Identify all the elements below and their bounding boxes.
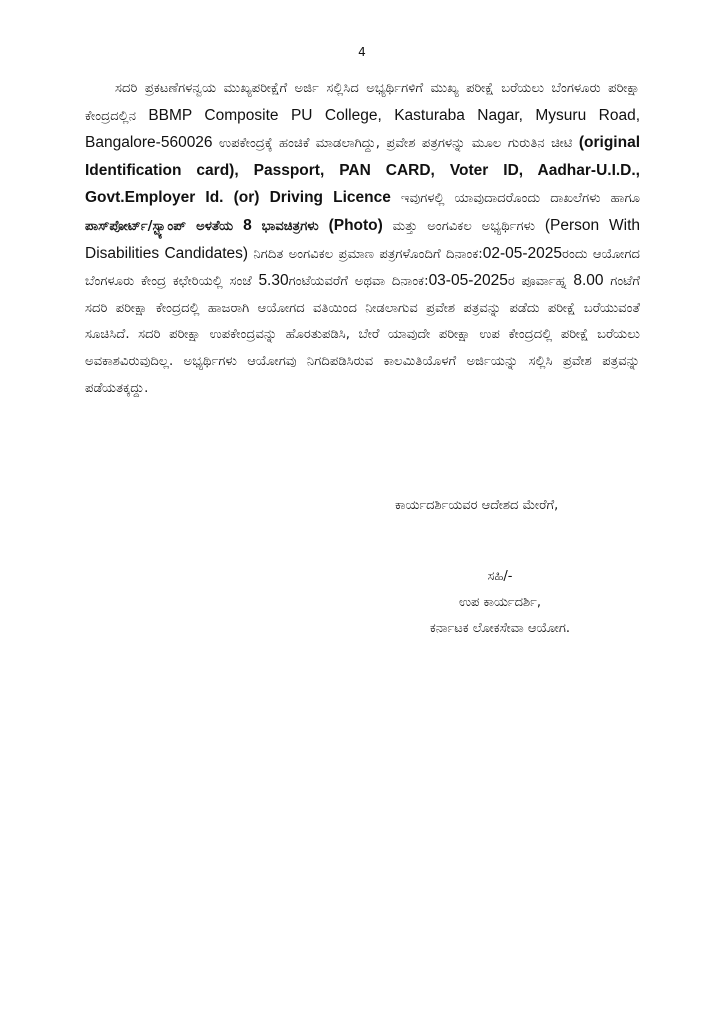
notice-segment: 8 bbox=[233, 216, 262, 234]
notice-segment: ರಂದು ಆಯೋಗದ ಬೆಂಗಳೂರು ಕೇಂದ್ರ ಕಛೇರಿಯಲ್ಲಿ ಸಂಜೆ bbox=[85, 246, 640, 290]
notice-segment: ರ ಪೂರ್ವಾಹ್ನ bbox=[507, 274, 574, 290]
notice-segment: ಇವುಗಳಲ್ಲಿ ಯಾವುದಾದರೊಂದು ದಾಖಲೆಗಳು ಹಾಗೂ bbox=[390, 191, 640, 207]
page-number: 4 bbox=[358, 45, 366, 59]
notice-segment: (original Identification card), Passport, PAN CARD, Voter ID, Aadhar-U.I.D., Govt.Employer Id. (or) Driving Licence bbox=[85, 134, 640, 207]
order-line: ಕಾರ್ಯದರ್ಶಿಯವರ ಆದೇಶದ ಮೇರೆಗೆ, bbox=[395, 498, 559, 513]
organization-name: ಕರ್ನಾಟಕ ಲೋಕಸೇವಾ ಆಯೋಗ. bbox=[429, 621, 571, 636]
notice-segment: ನಿಗದಿತ ಅಂಗವಿಕಲ ಪ್ರಮಾಣ ಪತ್ರಗಳೊಂದಿಗೆ ದಿನಾಂಕ: bbox=[248, 246, 483, 262]
notice-segment: ಸದರಿ ಪ್ರಕಟಣೆಗಳನ್ವಯ ಮುಖ್ಯಪರೀಕ್ಷೆಗೆ ಅರ್ಜಿ ಸಲ್ಲಿಸಿದ ಅಭ್ಯರ್ಥಿಗಳಿಗೆ ಮುಖ್ಯ ಪರೀಕ್ಷೆ ಬರೆಯಲು ಬೆಂಗಳೂರು ಪರೀಕ್ಷಾ ಕೇಂದ್ರದಲ್ಲಿನ bbox=[85, 81, 640, 124]
notice-segment: BBMP Composite PU College, Kasturaba Nagar, Mysuru Road, Bangalore-560026 bbox=[85, 106, 640, 152]
notice-segment: ಮತ್ತು ಅಂಗವಿಕಲ ಅಭ್ಯರ್ಥಿಗಳು bbox=[382, 218, 545, 234]
notice-segment: (Person With Disabilities Candidates) bbox=[85, 216, 640, 262]
signed-mark: ಸಹಿ/- bbox=[487, 569, 513, 584]
notice-segment: 03-05-2025 bbox=[428, 272, 508, 290]
notice-segment: ಗಂಟೆಯವರೆಗೆ ಅಥವಾ ದಿನಾಂಕ: bbox=[288, 274, 429, 290]
notice-segment: ಉಪಕೇಂದ್ರಕ್ಕೆ ಹಂಚಿಕೆ ಮಾಡಲಾಗಿದ್ದು, ಪ್ರವೇಶ ಪತ್ರಗಳನ್ನು ಮೂಲ ಗುರುತಿನ ಚೀಟಿ bbox=[212, 136, 579, 152]
notice-segment: 8.00 bbox=[573, 272, 604, 290]
notice-segment: ಪಾಸ್‌ಪೋರ್ಟ್/ಸ್ಟ್ಯಾಂಪ್ ಅಳತೆಯ bbox=[85, 218, 234, 234]
notice-segment: 5.30 bbox=[258, 272, 289, 290]
notice-segment: ಗಂಟೆಗೆ ಸದರಿ ಪರೀಕ್ಷಾ ಕೇಂದ್ರದಲ್ಲಿ ಹಾಜರಾಗಿ ಆಯೋಗದ ವತಿಯಿಂದ ನೀಡಲಾಗುವ ಪ್ರವೇಶ ಪತ್ರವನ್ನು ಪಡೆದು ಪರೀಕ್ಷೆ ಬರೆಯುವಂತೆ ಸೂಚಿಸಿದೆ. ಸದರಿ ಪರೀಕ್ಷಾ ಉಪಕೇಂದ್ರವನ್ನು ಹೊರತುಪಡಿಸಿ, ಬೇರೆ ಯಾವುದೇ ಪರೀಕ್ಷಾ ಉಪ ಕೇಂದ್ರದಲ್ಲಿ ಪರೀಕ್ಷೆ ಬರೆಯಲು ಅವಕಾಶವಿರುವುದಿಲ್ಲ. ಅಭ್ಯರ್ಥಿಗಳು ಆಯೋಗವು ನಿಗದಿಪಡಿಸಿರುವ ಕಾಲಮಿತಿಯೊಳಗೆ ಅರ್ಜಿಯನ್ನು ಸಲ್ಲಿಸಿ ಪ್ರವೇಶ ಪತ್ರವನ್ನು ಪಡೆಯತಕ್ಕದ್ದು. bbox=[85, 274, 641, 396]
notice-segment: 02-05-2025 bbox=[482, 244, 562, 262]
signature-block bbox=[380, 564, 620, 642]
notice-segment: (Photo) bbox=[318, 216, 383, 234]
notice-paragraph bbox=[85, 76, 640, 402]
designation: ಉಪ ಕಾರ್ಯದರ್ಶಿ, bbox=[459, 595, 541, 610]
notice-segment: ಭಾವಚಿತ್ರಗಳು bbox=[261, 218, 319, 234]
